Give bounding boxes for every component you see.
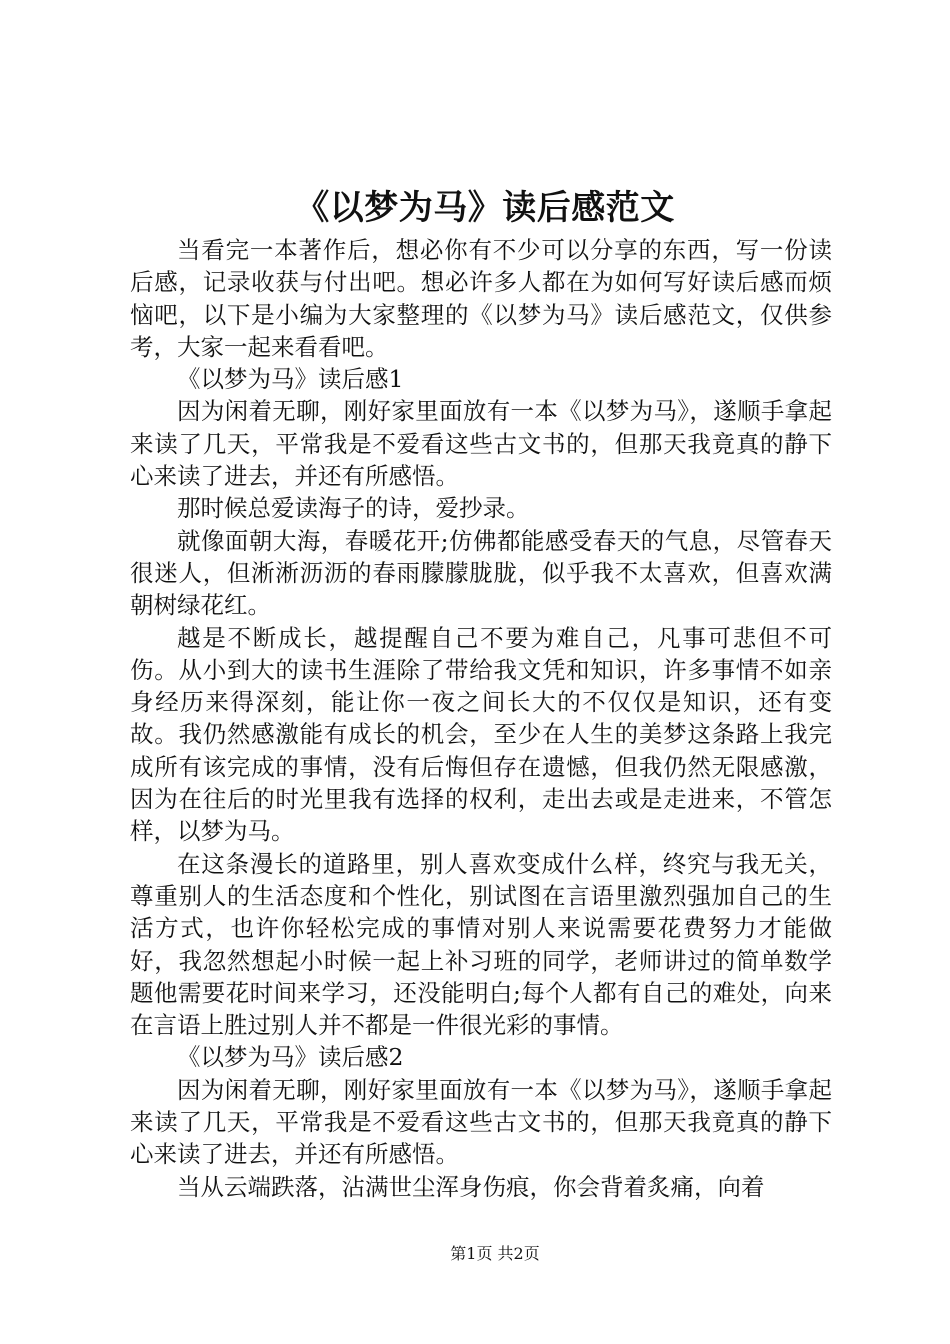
body-paragraph: 因为闲着无聊，刚好家里面放有一本《以梦为马》，遂顺手拿起来读了几天，平常我是不爱看这些古文书的，但那天我竟真的静下心来读了进去，并还有所感悟。 <box>130 397 832 491</box>
section-heading-2: 《以梦为马》读后感2 <box>177 1043 404 1072</box>
document-title: 《以梦为马》读后感范文 <box>295 188 675 228</box>
intro-paragraph: 当看完一本著作后，想必你有不少可以分享的东西，写一份读后感，记录收获与付出吧。想必许多人都在为如何写好读后感而烦恼吧，以下是小编为大家整理的《以梦为马》读后感范文，仅供参考，大家一起来看看吧。 <box>130 236 832 361</box>
body-paragraph: 那时候总爱读海子的诗，爱抄录。 <box>177 494 530 523</box>
body-paragraph: 因为闲着无聊，刚好家里面放有一本《以梦为马》，遂顺手拿起来读了几天，平常我是不爱看这些古文书的，但那天我竟真的静下心来读了进去，并还有所感悟。 <box>130 1075 832 1169</box>
body-paragraph: 在这条漫长的道路里，别人喜欢变成什么样，终究与我无关，尊重别人的生活态度和个性化，别试图在言语里激烈强加自己的生活方式，也许你轻松完成的事情对别人来说需要花费努力才能做好，我忽然想起小时候一起上补习班的同学，老师讲过的简单数学题他需要花时间来学习，还没能明白;每个人都有自己的难处，向来在言语上胜过别人并不都是一件很光彩的事情。 <box>130 849 832 1040</box>
body-paragraph: 越是不断成长，越提醒自己不要为难自己，凡事可悲但不可伤。从小到大的读书生涯除了带给我文凭和知识，许多事情不如亲身经历来得深刻，能让你一夜之间长大的不仅仅是知识，还有变故。我仍然感激能有成长的机会，至少在人生的美梦这条路上我完成所有该完成的事情，没有后悔但存在遗憾，但我仍然无限感激，因为在往后的时光里我有选择的权利，走出去或是走进来，不管怎样，以梦为马。 <box>130 623 832 846</box>
section-heading-1: 《以梦为马》读后感1 <box>177 365 404 394</box>
body-paragraph: 就像面朝大海，春暖花开;仿佛都能感受春天的气息，尽管春天很迷人，但淅淅沥沥的春雨朦朦胧胧，似乎我不太喜欢，但喜欢满朝树绿花红。 <box>130 526 832 620</box>
document-body <box>130 234 832 1203</box>
page-number-footer: 第1页 共2页 <box>450 1244 540 1263</box>
body-paragraph: 当从云端跌落，沾满世尘浑身伤痕，你会背着炙痛，向着 <box>177 1172 765 1201</box>
